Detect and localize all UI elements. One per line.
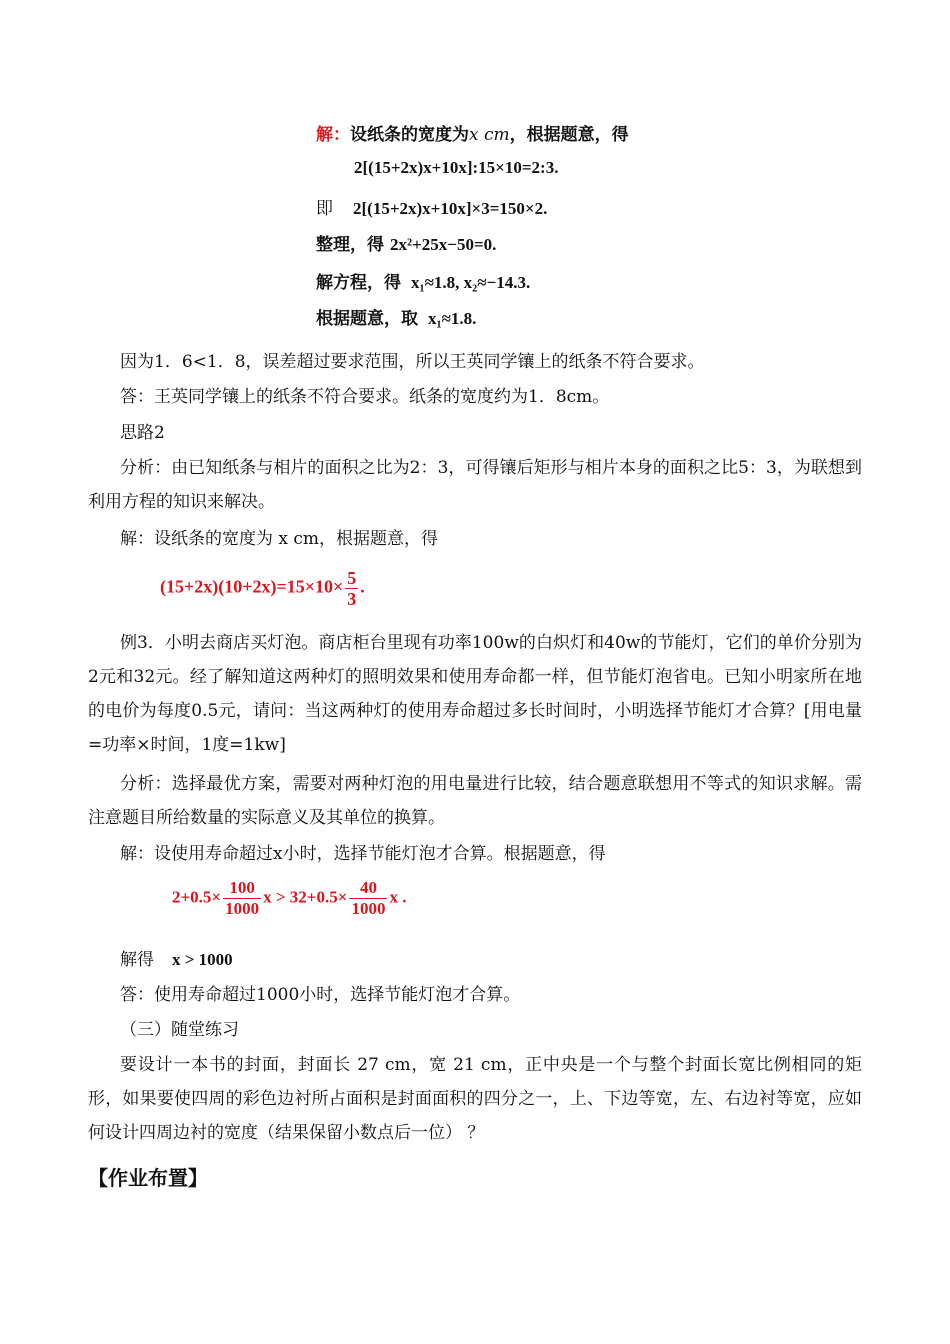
equation-red-1-numerator: 5 xyxy=(347,568,357,588)
equation-4: x₁≈1.8, x₂≈−14.3. xyxy=(411,273,531,292)
solution-text-2: ，根据题意，得 xyxy=(509,125,629,145)
paragraph-example-3: 例3．小明去商店买灯泡。商店柜台里现有功率100w的白炽灯和40w的节能灯，它们的单价分别为2元和32元。经了解知道这两种灯的照明效果和使用寿命都一样，但节能灯泡省电。已知小明家所在地的电价为每度0.5元，请问：当这两种灯的使用寿命超过多长时间时，小明选择节能灯才合算？[用电量=功率×时间，1度=1kw] xyxy=(88,633,862,755)
equation-4-line xyxy=(316,268,530,293)
equation-4-label: 解方程，得 xyxy=(316,273,401,293)
paragraph-idea-2: 思路2 xyxy=(120,423,165,443)
inequality-numerator-1: 100 xyxy=(223,878,261,899)
inequality-red xyxy=(172,878,406,919)
equation-2-label: 即 xyxy=(316,199,333,219)
solution-variable: x cm xyxy=(469,125,510,145)
equation-5: x₁≈1.8. xyxy=(428,309,477,328)
solution-intro-line xyxy=(316,120,629,145)
paragraph-answer-1: 答：王英同学镶上的纸条不符合要求。纸条的宽度约为1．8cm。 xyxy=(120,387,610,407)
inequality-numerator-2: 40 xyxy=(349,878,387,899)
equation-red-1-left: (15+2x)(10+2x)=15×10× xyxy=(160,576,344,597)
paragraph-solution-3: 解：设使用寿命超过x小时，选择节能灯泡才合算。根据题意，得 xyxy=(120,844,606,864)
solution-text-1: 设纸条的宽度为 xyxy=(350,125,469,145)
equation-5-line xyxy=(316,304,476,329)
inequality-part-3: x . xyxy=(389,887,407,907)
equation-3: 2x²+25x−50=0. xyxy=(390,235,497,254)
result-line xyxy=(120,943,233,977)
inequality-part-2: x > 32+0.5× xyxy=(263,887,348,907)
solution-label: 解： xyxy=(316,125,350,145)
paragraph-analysis-2: 分析：由已知纸条与相片的面积之比为2：3，可得镶后矩形与相片本身的面积之比5：3，为联想到利用方程的知识来解决。 xyxy=(88,458,862,512)
equation-2-line xyxy=(316,194,547,219)
equation-red-1-denominator: 3 xyxy=(347,589,357,609)
inequality-part-1: 2+0.5× xyxy=(172,887,222,907)
paragraph-analysis-3: 分析：选择最优方案，需要对两种灯泡的用电量进行比较，结合题意联想用不等式的知识求解。需注意题目所给数量的实际意义及其单位的换算。 xyxy=(88,774,862,828)
equation-red-1-end: . xyxy=(360,576,365,597)
result-expression: x > 1000 xyxy=(172,950,233,969)
inequality-denominator-1: 1000 xyxy=(225,899,260,918)
paragraph-answer-3: 答：使用寿命超过1000小时，选择节能灯泡才合算。 xyxy=(120,985,521,1005)
paragraph-practice: 要设计一本书的封面，封面长 27 cm，宽 21 cm，正中央是一个与整个封面长宽比例相同的矩形，如果要使四周的彩色边衬所占面积是封面面积的四分之一，上、下边等宽，左、右边衬等宽，应如何设计四周边衬的宽度（结果保留小数点后一位） ？ xyxy=(88,1055,862,1143)
inequality-denominator-2: 1000 xyxy=(351,899,386,918)
practice-title: （三）随堂练习 xyxy=(120,1020,239,1040)
homework-heading: 【作业布置】 xyxy=(88,1166,208,1190)
equation-1: 2[(15+2x)x+10x]:15×10=2:3. xyxy=(354,158,559,177)
equation-3-line xyxy=(316,230,496,255)
equation-5-label: 根据题意，取 xyxy=(316,309,418,329)
equation-3-label: 整理，得 xyxy=(316,235,384,255)
result-label: 解得 xyxy=(120,950,154,970)
equation-2: 2[(15+2x)x+10x]×3=150×2. xyxy=(353,199,548,218)
paragraph-solution-2: 解：设纸条的宽度为 x cm，根据题意，得 xyxy=(120,529,439,549)
paragraph-because: 因为1．6<1．8，误差超过要求范围，所以王英同学镶上的纸条不符合要求。 xyxy=(120,352,705,372)
equation-red-1 xyxy=(160,568,365,609)
